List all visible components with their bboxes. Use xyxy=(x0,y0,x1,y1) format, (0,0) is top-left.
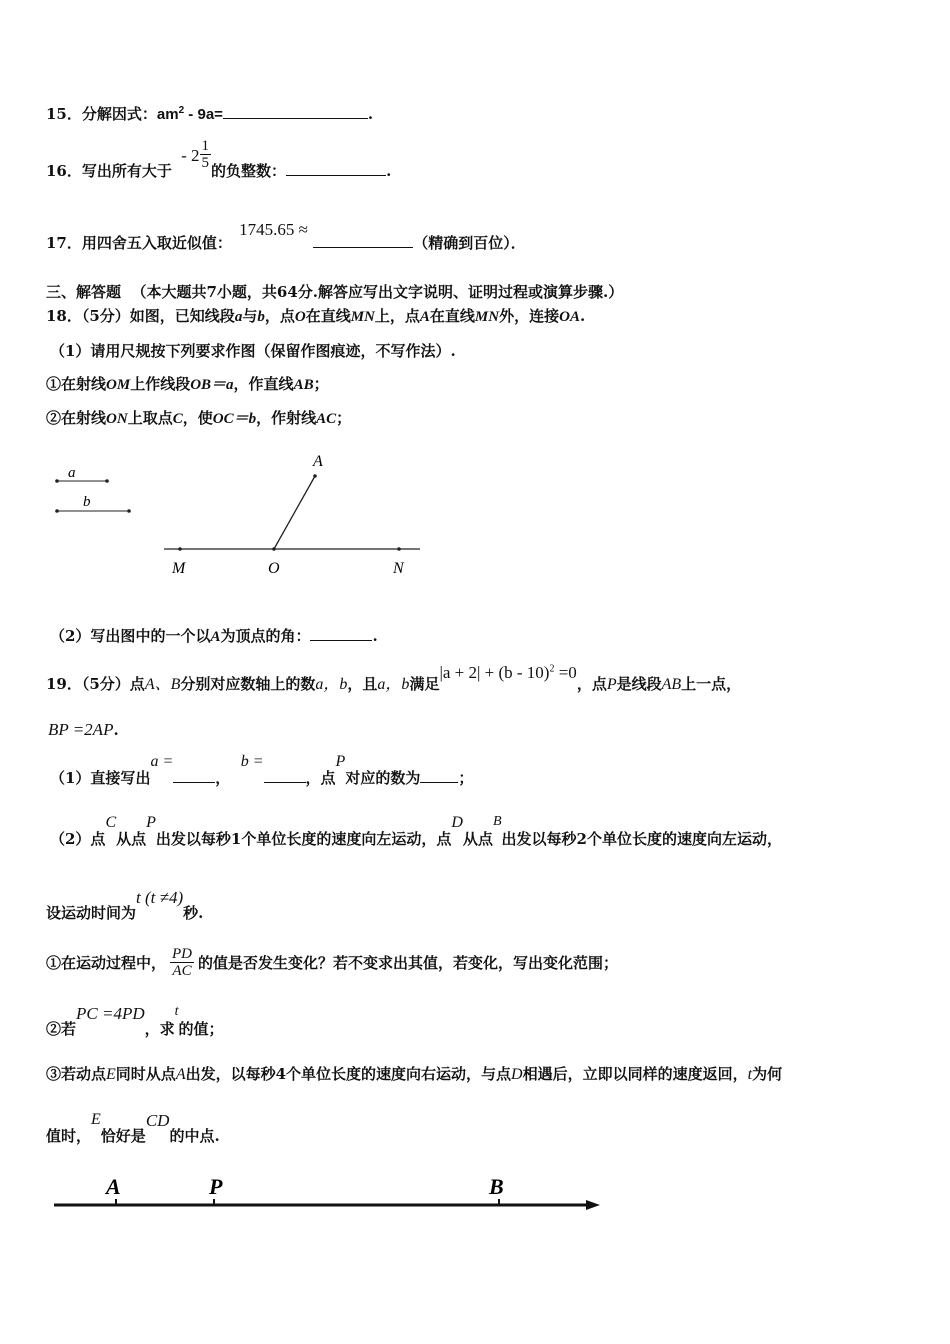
question-16: 16．写出所有大于 - 2 $\frac{1}{5}$ 的负整数： . xyxy=(46,138,392,180)
question-19-stem: 19．（5分）点A、B分别对应数轴上的数a，b，且a，b满足|a + 2| + (b - 10)$^2$ =0，点P是线段AB上一点， xyxy=(46,663,742,693)
number-line-figure xyxy=(40,1165,620,1225)
q15-expression: $am^2 - 9a=$ xyxy=(156,105,223,123)
axis-label-A: A xyxy=(106,1174,121,1199)
answer-b-blank[interactable] xyxy=(264,768,306,783)
answer-p-blank[interactable] xyxy=(420,768,458,783)
q19-sub3-cont: 值时，E恰好是CD的中点. xyxy=(46,1111,220,1145)
q19-sub2: ②若PC =4PD，求t的值； xyxy=(46,1004,224,1038)
answer-a-blank[interactable] xyxy=(173,768,215,783)
label-point-A: A xyxy=(313,453,323,470)
q19-sub3: ③若动点E同时从点A出发，以每秒4个单位长度的速度向右运动，与点D相遇后，立即以同样的速度返回，t为何 xyxy=(46,1065,783,1083)
label-b: b xyxy=(83,494,91,510)
section-title: 三、解答题 （本大题共7小题，共64分.解答应写出文字说明、证明过程或演算步骤.） xyxy=(46,283,624,301)
question-18-stem: 18．（5分）如图，已知线段a与b，点O在直线MN上，点A在直线MN外，连接OA. xyxy=(46,307,586,325)
q18-step1: ①在射线OM上作线段OB＝a，作直线AB； xyxy=(46,375,329,393)
answer-blank[interactable] xyxy=(310,626,372,641)
question-17: 17．用四舍五入取近似值： 1745.65 ≈ （精确到百位）． xyxy=(46,220,526,252)
segment-b xyxy=(55,494,131,513)
arrow-head-icon xyxy=(586,1200,600,1210)
neg-mixed-number: - 2 xyxy=(181,146,200,165)
label-a: a xyxy=(68,465,76,481)
line-mn xyxy=(164,547,420,551)
label-point-N: N xyxy=(393,560,404,577)
q18-figure xyxy=(0,445,450,585)
q18-part1: （1）请用尺规按下列要求作图（保留作图痕迹，不写作法）. xyxy=(50,342,456,360)
axis-label-B: B xyxy=(489,1174,504,1199)
answer-blank[interactable] xyxy=(313,233,413,248)
condition-expression: |a + 2| + (b - 10)$^2$ =0 xyxy=(439,663,577,682)
fraction: $\frac{1}{5}$ xyxy=(201,138,210,171)
answer-blank[interactable] xyxy=(223,104,368,119)
q19-part1: （1）直接写出a =， b =，点P对应的数为 ； xyxy=(50,753,474,787)
ratio-fraction: $\frac{PD}{AC}$ xyxy=(172,946,193,979)
label-point-M: M xyxy=(172,560,186,577)
label-point-O: O xyxy=(268,560,280,577)
segment-oa xyxy=(274,474,317,549)
q19-sub1: ①在运动过程中， $\frac{PD}{AC}$ 的值是否发生变化？若不变求出其值，若变化，写出变化范围； xyxy=(46,946,619,979)
q19-time: 设运动时间为t (t ≠4)秒. xyxy=(46,888,204,922)
q18-step2: ②在射线ON上取点C，使OC＝b，作射线AC； xyxy=(46,409,352,427)
approx-value: 1745.65 ≈ xyxy=(239,220,308,239)
q18-part2: （2）写出图中的一个以A为顶点的角： . xyxy=(50,627,378,645)
q19-condition: BP =2AP. xyxy=(48,720,119,739)
axis-label-P: P xyxy=(209,1174,223,1199)
question-15: 15．分解因式：$am^2 - 9a=$ . xyxy=(46,105,374,123)
answer-blank[interactable] xyxy=(286,161,386,176)
q19-part2: （2）点C从点P出发以每秒1个单位长度的速度向左运动，点D从点B出发以每秒2个单位长度的速度向左运动， xyxy=(50,814,782,848)
segment-a xyxy=(55,465,109,483)
